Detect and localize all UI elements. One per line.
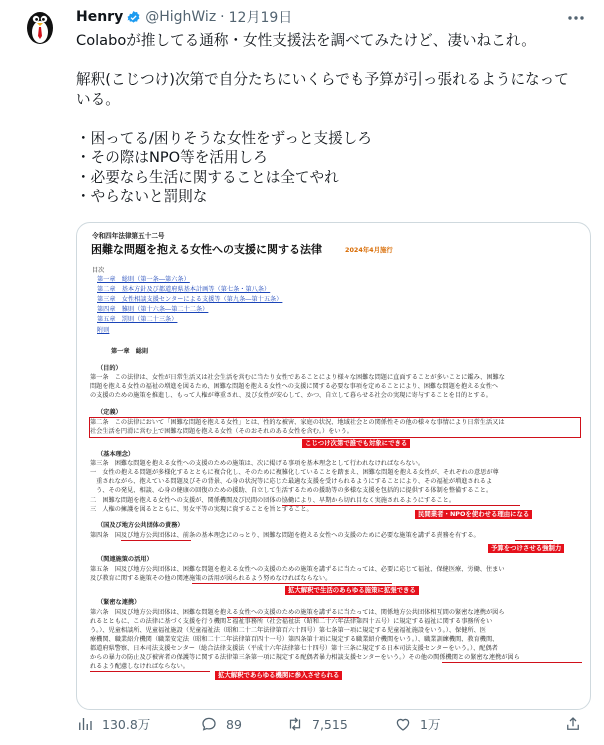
post-line: いる。 <box>76 90 120 108</box>
retweet-button[interactable] <box>286 712 348 736</box>
verified-badge-icon <box>126 10 141 25</box>
header-separator: · <box>220 9 225 25</box>
highlight-underline <box>515 540 553 541</box>
author-handle[interactable]: @HighWiz <box>145 9 217 25</box>
law-number: 令和四年法律第五十二号 <box>92 232 165 240</box>
article-line: 療機関、職業紹介機関（職業安定法（昭和二十二年法律第百四十一号）第四条第十項に規定する職業紹介機関をいう。）、職業訓練機関、教育機関、 <box>90 636 499 643</box>
toc-label: 目次 <box>92 267 105 274</box>
post-line: ・必要なら生活に関することは全てやれ <box>76 168 339 186</box>
article-line: 第一条 この法律は、女性が日常生活又は社会生活を営むに当たり女性であることにより様々な困難な問題に直面することが多いことに鑑み、困難な <box>90 374 505 381</box>
action-bar <box>76 712 591 736</box>
article-line: からの暴力の防止及び被害者の保護等に関する法律第三条第一項に規定する配偶者暴力相談支援センターをいう。）その他の関係機関との緊密な連携が図ら <box>90 654 520 661</box>
views-chart-icon <box>76 715 94 733</box>
article-line: 一 女性の抱える問題が多様化するとともに複合化し、そのために複雑化していることを踏まえ、困難な問題を抱える女性が、それぞれの意思が尊 <box>90 469 499 476</box>
toc-item: 第五章 罰則（第二十三条） <box>97 316 178 323</box>
article-heading: （定義） <box>97 409 122 416</box>
highlight-underline <box>192 583 392 584</box>
article-line: う。）、児童相談所、児童福祉施設（児童福祉法（昭和二十二年法律第百六十四号）第七条第一項に規定する児童福祉施設をいう。）、保健所、医 <box>90 627 486 634</box>
post-text <box>76 31 591 207</box>
post-line: ・やらないと罰則な <box>76 188 208 205</box>
reply-icon <box>200 715 218 733</box>
article-line: 第五条 国及び地方公共団体は、困難な問題を抱える女性への支援のための施策を講ずるに当たっては、必要に応じて福祉、保健医療、労働、住まい <box>90 566 505 573</box>
annotation-label: 拡大解釈で生活のあらゆる施策に拡張できる <box>285 586 419 595</box>
share-icon <box>564 715 582 733</box>
highlight-underline <box>90 671 210 672</box>
annotation-label: 民間業者・NPOを使わせる理由になる <box>415 510 532 519</box>
reply-count: 89 <box>226 716 242 732</box>
article-heading: （目的） <box>97 365 122 372</box>
reply-button[interactable] <box>200 712 242 736</box>
law-title: 困難な問題を抱える女性への支援に関する法律 <box>91 243 322 256</box>
article-line: う、その発見、相談、心身の健康の回復のための援助、自立して生活するための援助等の多様な支援を包括的に提供する体制を整備すること。 <box>90 487 493 494</box>
article-line: 第六条 国及び地方公共団体は、困難な問題を抱える女性への支援のための施策を講ずるに当たっては、関係地方公共団体相互間の緊密な連携が図ら <box>90 609 505 616</box>
article-line: 問題を抱える女性の福祉の増進を図るため、困難な問題を抱える女性への支援に関する必要な事項を定めることにより、困難な問題を抱える女性へ <box>90 383 499 390</box>
article-line: 社会生活を円滑に営む上で困難な問題を抱える女性（そのおそれのある女性を含む。）をいう。 <box>90 428 353 435</box>
chapter-heading: 第一章 総則 <box>111 348 149 355</box>
toc-item: 第三章 女性相談支援センターによる支援等（第九条―第十五条） <box>97 296 283 303</box>
post-header <box>76 7 292 27</box>
highlight-underline <box>282 505 520 506</box>
law-document <box>77 223 590 709</box>
share-button[interactable] <box>564 712 590 736</box>
attached-image[interactable] <box>76 222 591 710</box>
highlight-underline <box>121 540 191 541</box>
article-line: 第二条 この法律において「困難な問題を抱える女性」とは、性的な被害、家庭の状況、地域社会との関係性その他の様々な事情により日常生活又は <box>90 419 505 426</box>
toc-item: 第一章 総則（第一条―第六条） <box>97 276 190 283</box>
article-line: 及び教育に関する施策その他の関連施策の活用が図られるよう努めなければならない。 <box>90 575 332 582</box>
article-heading: （緊密な連携） <box>97 599 141 606</box>
post-line: ・その際はNPO等を活用しろ <box>76 149 268 166</box>
article-line: 第四条 国及び地方公共団体は、前条の基本理念にのっとり、困難な問題を抱える女性への支援のために必要な施策を講ずる責務を有する。 <box>90 532 480 539</box>
annotation-label: こじつけ次第で誰でも対象にできる <box>302 439 410 448</box>
article-heading: （基本理念） <box>97 451 135 458</box>
toc-item: 第四章 雑則（第十六条―第二十二条） <box>97 306 209 313</box>
post-line: Colaboが推してる通称・女性支援法を調べてみたけど、凄いねこれ。 <box>76 32 536 49</box>
retweet-count: 7,515 <box>312 716 348 732</box>
article-line: れるよう配慮しなければならない。 <box>90 663 189 670</box>
avatar[interactable] <box>20 6 60 46</box>
article-line: の支援のための施策を推進し、もって人権が尊重され、及び女性が安心して、かつ、自立して暮らせる社会の実現に寄与することを目的とする。 <box>90 392 492 399</box>
like-count: 1万 <box>420 717 441 732</box>
article-heading: （関連施策の活用） <box>97 556 153 563</box>
annotation-label: 拡大解釈であらゆる機関に参入させられる <box>215 671 342 680</box>
like-button[interactable] <box>394 712 440 736</box>
toc-item: 附則 <box>97 327 110 334</box>
post-date[interactable]: 12月19日 <box>228 10 293 26</box>
article-line: 第三条 困難な問題を抱える女性への支援のための施策は、次に掲げる事項を基本理念として行われなければならない。 <box>90 460 425 467</box>
article-line: 重されながら、抱えている問題及びその背景、心身の状況等に応じた最適な支援を受けられるようにすることにより、その福祉が増進されるよ <box>90 478 493 485</box>
views-count: 130.8万 <box>102 717 151 732</box>
author-name[interactable]: Henry <box>76 9 124 25</box>
penguin-avatar-icon <box>20 6 60 46</box>
article-line: 都道府県警察、日本司法支援センター（総合法律支援法（平成十六年法律第七十四号）第十三条に規定する日本司法支援センターをいう。）、配偶者 <box>90 645 498 652</box>
heart-icon <box>394 715 412 733</box>
article-line: 三 人権の擁護を図るとともに、男女平等の実現に資することを旨とすること。 <box>90 506 313 513</box>
more-options-icon[interactable] <box>566 10 586 24</box>
post-line: ・困ってる/困りそうな女性をずっと支援しろ <box>76 129 372 147</box>
annotation-label: 予算をつけさせる強制力 <box>488 544 564 553</box>
article-line: 二 困難な問題を抱える女性への支援が、関係機関及び民間の団体の協働により、早期から切れ目なく実施されるようにすること。 <box>90 497 456 504</box>
toc-item: 第二章 基本方針及び都道府県基本計画等（第七条・第八条） <box>97 286 271 293</box>
views-button[interactable] <box>76 712 150 736</box>
article-heading: （国及び地方公共団体の責務） <box>97 522 184 529</box>
effective-date: 2024年4月施行 <box>345 246 393 254</box>
highlight-underline <box>442 662 582 663</box>
article-line: れるとともに、この法律に基づく支援を行う機関と福祉事務所（社会福祉法（昭和二十六年法律第四十五号）に規定する福祉に関する事務所をい <box>90 618 493 625</box>
retweet-icon <box>286 715 304 733</box>
post-line: 解釈(こじつけ)次第で自分たちにいくらでも予算が引っ張れるようになって <box>76 71 569 88</box>
